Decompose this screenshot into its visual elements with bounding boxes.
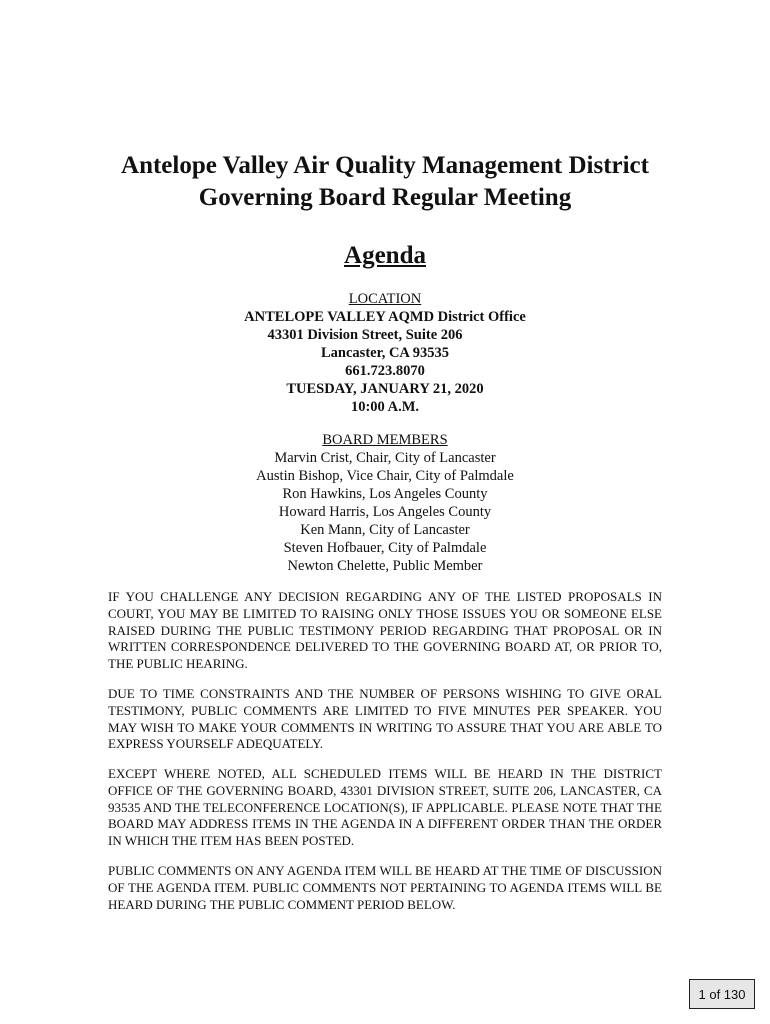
- board-member: Newton Chelette, Public Member: [287, 558, 483, 574]
- notice-location: EXCEPT WHERE NOTED, ALL SCHEDULED ITEMS WILL BE HEARD IN THE DISTRICT OFFICE OF THE GOVERNING BOARD, 43301 DIVISION STREET, SUITE 206, LANCASTER, CA 93535 AND THE TELECONFERENCE LOCATION(S), IF APPLICABLE. PLEASE NOTE THAT THE BOARD MAY ADDRESS ITEMS IN THE AGENDA IN A DIFFERENT ORDER THAN THE ORDER IN WHICH THE ITEM HAS BEEN POSTED.: [108, 766, 662, 849]
- location-block: [0, 290, 770, 416]
- board-member: Steven Hofbauer, City of Palmdale: [283, 540, 487, 556]
- board-member: Ron Hawkins, Los Angeles County: [282, 486, 488, 502]
- board-members-block: [0, 431, 770, 575]
- board-member: Marvin Crist, Chair, City of Lancaster: [274, 450, 496, 466]
- agenda-heading: Agenda: [344, 242, 426, 269]
- location-city: Lancaster, CA 93535: [321, 345, 449, 361]
- notice-time-constraints: DUE TO TIME CONSTRAINTS AND THE NUMBER OF PERSONS WISHING TO GIVE ORAL TESTIMONY, PUBLIC COMMENTS ARE LIMITED TO FIVE MINUTES PER SPEAKER. YOU MAY WISH TO MAKE YOUR COMMENTS IN WRITING TO ASSURE THAT YOU ARE ABLE TO EXPRESS YOURSELF ADEQUATELY.: [108, 686, 662, 752]
- board-member: Austin Bishop, Vice Chair, City of Palmdale: [256, 468, 514, 484]
- page-counter: [689, 979, 755, 1009]
- location-phone: 661.723.8070: [345, 363, 425, 379]
- meeting-date: TUESDAY, JANUARY 21, 2020: [286, 381, 484, 397]
- meeting-time: 10:00 A.M.: [350, 399, 420, 415]
- title-line-1: Antelope Valley Air Quality Management District: [121, 152, 649, 179]
- board-member: Howard Harris, Los Angeles County: [278, 504, 492, 520]
- title-line-2: Governing Board Regular Meeting: [198, 184, 572, 211]
- page-counter-label: 1 of 130: [698, 986, 746, 1002]
- notice-challenge: IF YOU CHALLENGE ANY DECISION REGARDING ANY OF THE LISTED PROPOSALS IN COURT, YOU MAY BE LIMITED TO RAISING ONLY THOSE ISSUES YOU OR SOMEONE ELSE RAISED DURING THE PUBLIC TESTIMONY PERIOD REGARDING THAT PROPOSAL OR IN WRITTEN CORRESPONDENCE DELIVERED TO THE GOVERNING BOARD AT, OR PRIOR TO, THE PUBLIC HEARING.: [108, 589, 662, 672]
- document-title: [0, 150, 770, 214]
- notice-public-comments: PUBLIC COMMENTS ON ANY AGENDA ITEM WILL BE HEARD AT THE TIME OF DISCUSSION OF THE AGENDA ITEM. PUBLIC COMMENTS NOT PERTAINING TO AGENDA ITEMS WILL BE HEARD DURING THE PUBLIC COMMENT PERIOD BELOW.: [108, 863, 662, 912]
- location-street: 43301 Division Street, Suite 206: [267, 327, 463, 343]
- board-members-label: BOARD MEMBERS: [322, 432, 448, 448]
- location-office: ANTELOPE VALLEY AQMD District Office: [244, 309, 526, 325]
- board-member: Ken Mann, City of Lancaster: [300, 522, 470, 538]
- location-label: LOCATION: [348, 291, 422, 307]
